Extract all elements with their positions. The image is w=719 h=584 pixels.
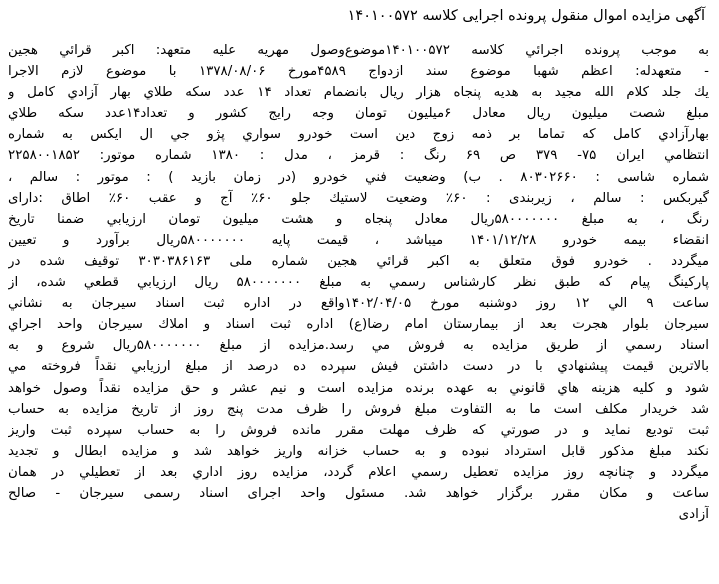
notice-line: به موجب پرونده اجرائي كلاسه ۱۴۰۱۰۰۵۷۲موضوع‌وصول مهريه عليه متعهد: اكبر قرائي هجين [8, 43, 709, 58]
notice-line: بهارآزادي كامل كه تماما بر ذمه زوج دين است خودرو سواري پژو جي ال ايكس به شماره [8, 127, 709, 143]
notice-line: شماره شاسی : ۸۰۳۰۲۶۶۰ . ب) وضعيت فني خودرو (در زمان بازيد ) : موتور : سالم ، [8, 169, 709, 185]
notice-line: انقضاء بيمه خودرو ۱۴۰۱/۱۲/۲۸ ميباشد ، قيمت پايه ۵۸۰۰۰۰۰۰۰ريال برآورد و تعيين [8, 232, 709, 248]
notice-line: سيرجان بلوار هجرت بعد از بيمارستان امام رضا(ع) اداره ثبت اسناد و املاك سيرجان واحد اجراي [8, 317, 709, 333]
notice-line: نكند مبلغ مذكور قابل استرداد نبوده و به حساب خزانه واريز خواهد شد و مزايده ابطال و تجديد [8, 443, 709, 459]
notice-line: - متعهدله: اعظم شهبا موضوع سند ازدواج ۴۵۸۹مورخ ۱۳۷۸/۰۸/۰۶ با موضوع لازم الاجرا [8, 64, 709, 80]
notice-line: مبلغ شصت ميليون ريال معادل ۶ميليون تومان وجه رايج كشور و تعداد۱۴عدد سكه طلاي [8, 106, 709, 122]
notice-line: شد خريدار مكلف است ما به التفاوت مبلغ فروش را ظرف مدت پنج روز از تاريخ مزايده به حساب [8, 401, 709, 417]
notice-line: بالاترين قيمت پيشنهادي با در دست داشتن فيش سپرده ده درصد از مبلغ ارزيابي نقداً فروخته مي [8, 359, 709, 375]
notice-line: رنگ ، به مبلغ ۵۸۰۰۰۰۰۰۰ريال معادل پنجاه و هشت ميليون تومان ارزيابي ضمنا تاريخ [8, 211, 709, 227]
notice-line: شود و كليه هزينه هاي قانوني به عهده برنده مزايده است و نيم عشر و حق مزايده نقداً وصول خواهد [8, 380, 709, 396]
notice-line: گيربكس : سالم ، زيربندی : ۶۰٪ وضعيت لاستيك جلو ۶۰٪ آج و عقب ۶۰٪ اطاق :دارای [8, 190, 709, 206]
notice-title: آگهی مزایده اموال منقول پرونده اجرایی کلاسه ۱۴۰۱۰۰۵۷۲ [347, 8, 705, 24]
notice-line: ميگردد و چنانچه روز مزايده تعطيل رسمي اعلام گردد، مزايده روز اداري بعد از تعطيلي در همان [8, 464, 709, 480]
notice-line: ميگردد . خودرو فوق متعلق به اكبر قرائي هجين شماره ملی ۳۰۳۰۳۸۶۱۶۳ توقيف شده در [8, 253, 709, 269]
notice-line: انتظامي ايران ۷۵- ۳۷۹ ص ۶۹ رنگ : قرمز ، مدل : ۱۳۸۰ شماره موتور: ۲۲۵۸۰۰۱۸۵۲ [8, 148, 709, 164]
notice-line: اسناد رسمي از طريق مزايده به فروش مي رسد.مزايده از مبلغ ۵۸۰۰۰۰۰۰۰ريال شروع و به [8, 338, 709, 354]
notice-line: پاركينگ پيام كه طبق نظر كارشناس رسمي به مبلغ ۵۸۰۰۰۰۰۰۰ ريال ارزيابي قطعي شده، از [8, 275, 709, 291]
notice-line: ساعت و مكان مقرر برگزار خواهد شد. مسئول واحد اجرای اسناد رسمی سيرجان - صالح [8, 485, 709, 501]
notice-body [8, 40, 709, 525]
notice-line: يك جلد كلام الله مجيد به هديه پنجاه هزار ريال بانضمام تعداد ۱۴ عدد سكه طلاي بهار آزادي كامل و [8, 85, 709, 101]
notice-line: ثبت توديع نمايد و در صورتي كه ظرف مهلت مقرر مانده فروش را به حساب سپرده ثبت واريز [8, 422, 709, 438]
notice-line-last: آزادی [678, 507, 709, 523]
notice-line: ساعت ۹ الي ۱۲ روز دوشنبه مورخ ۱۴۰۲/۰۴/۰۵واقع در اداره ثبت اسناد سيرجان به نشاني [8, 296, 709, 312]
